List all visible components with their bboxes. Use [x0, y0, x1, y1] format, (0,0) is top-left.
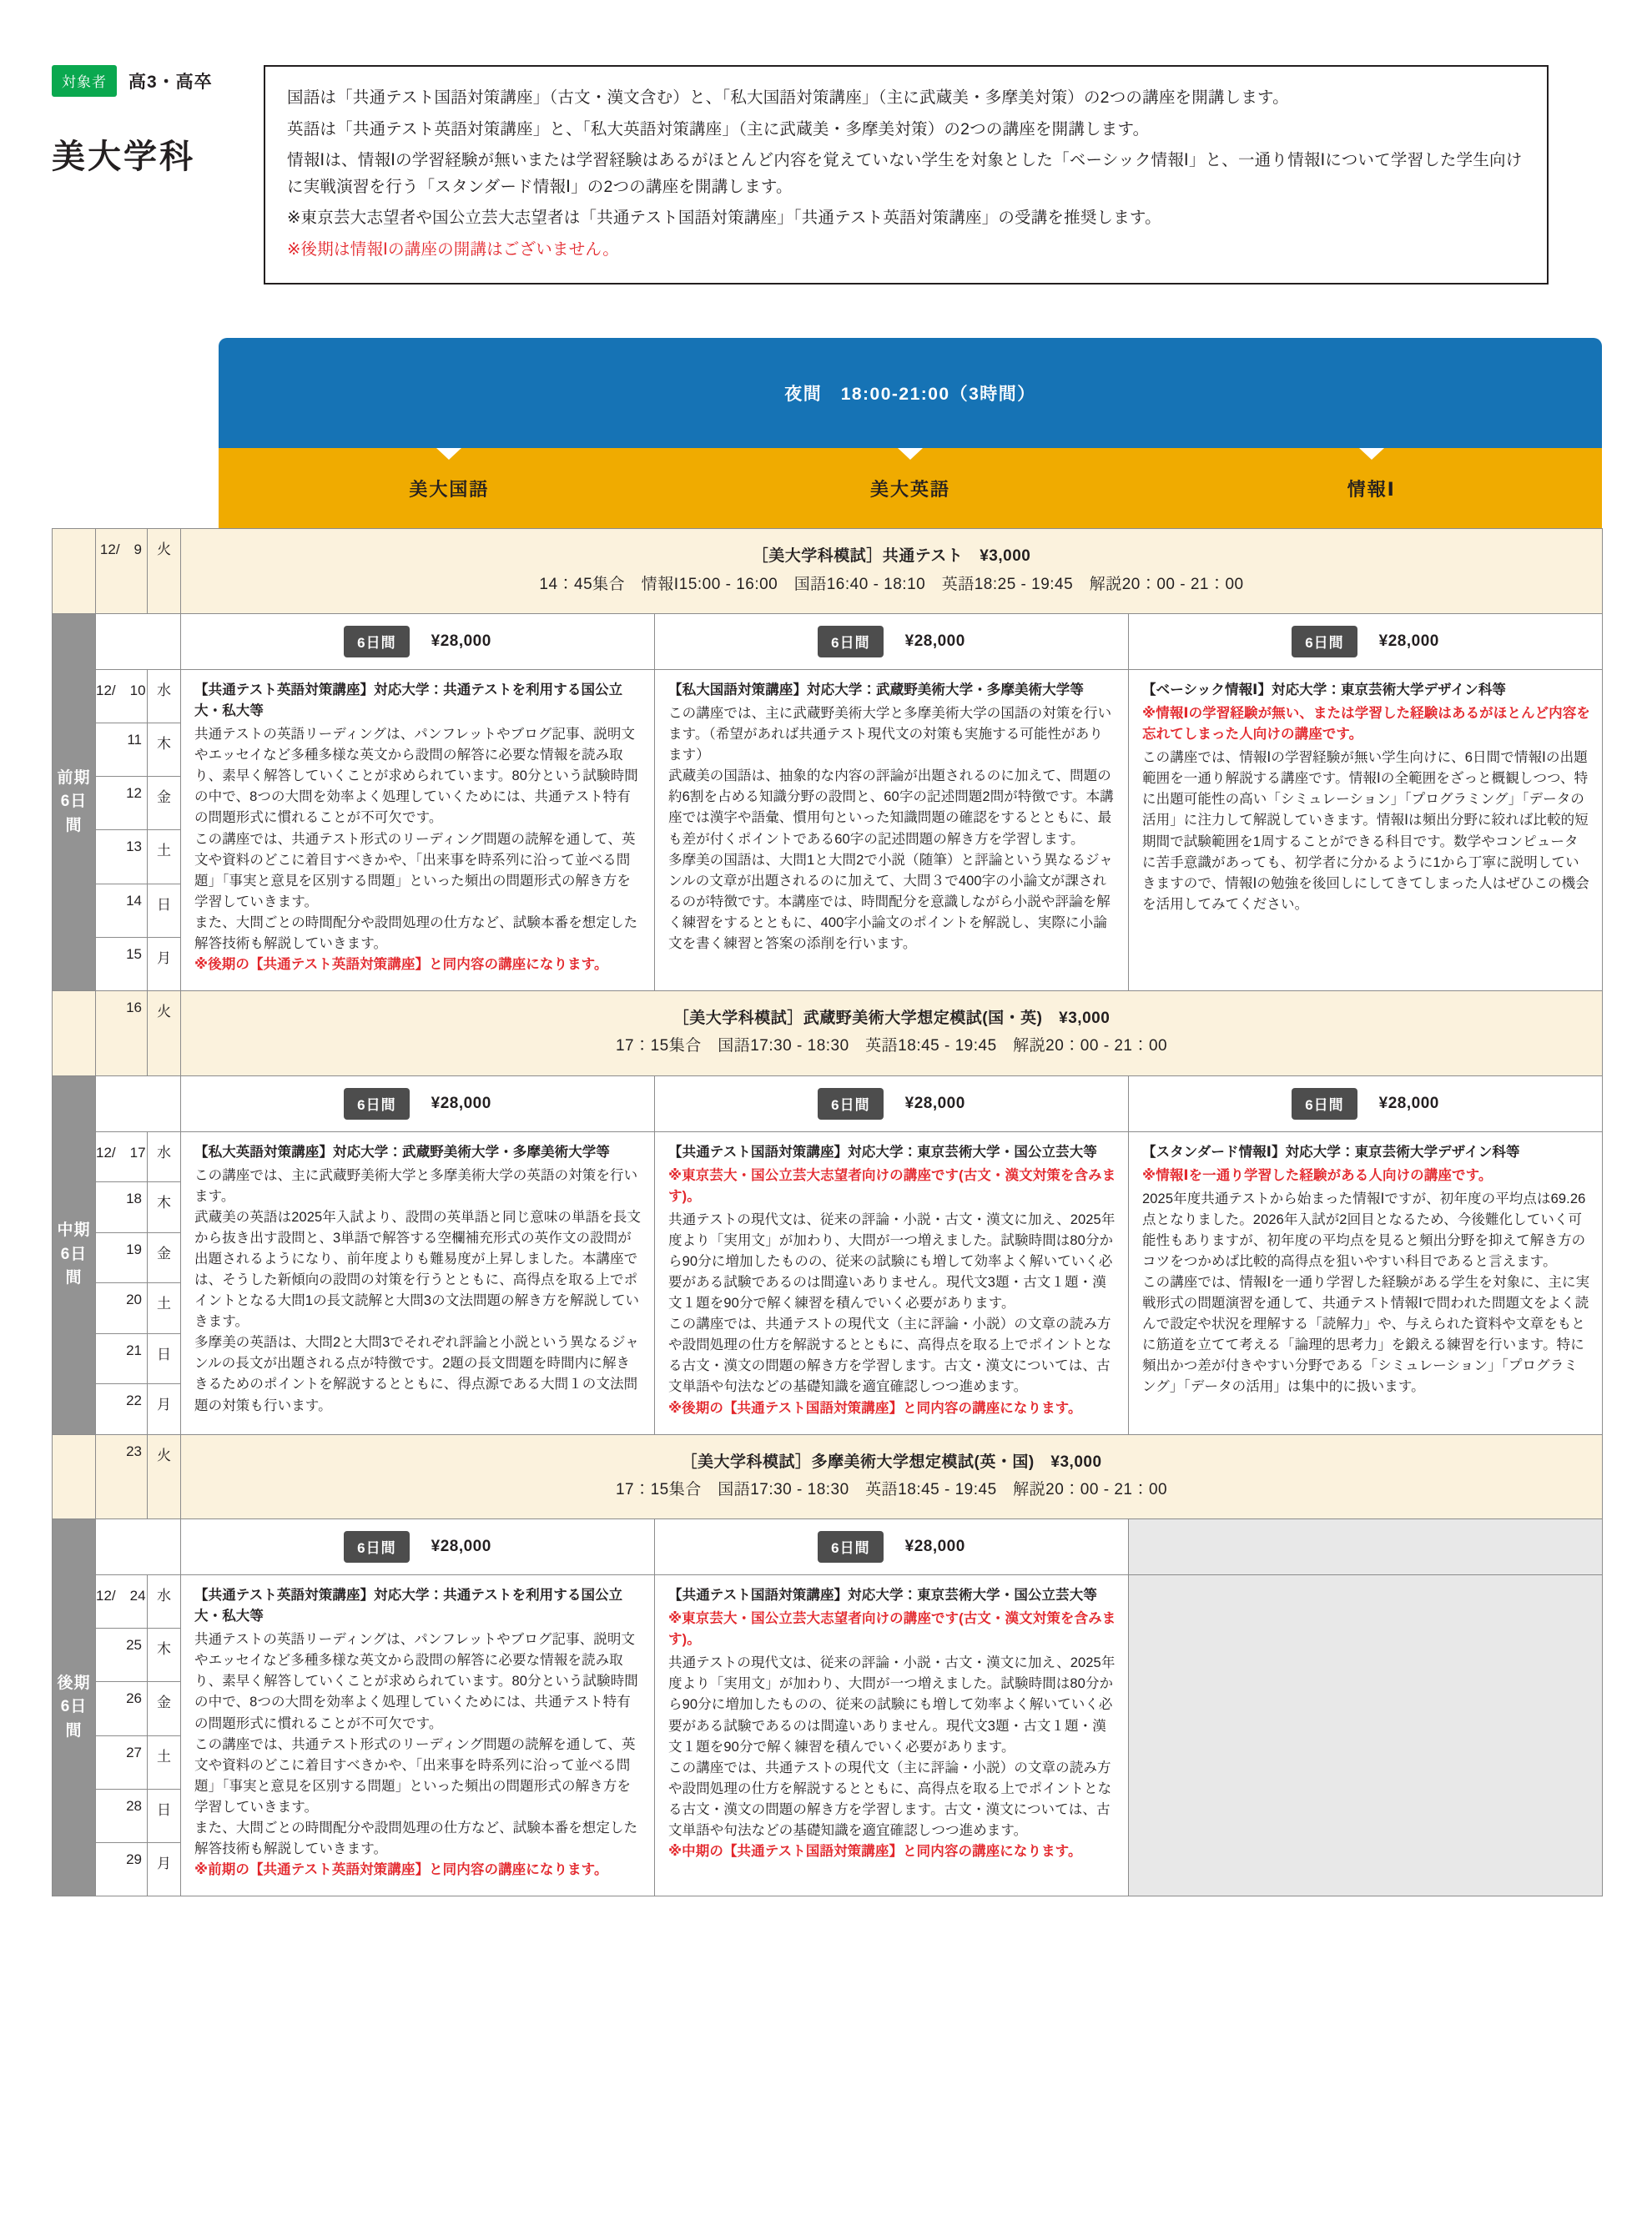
course-lead-red: ※東京芸大・国公立芸大志望者向けの講座です(古文・漢文対策を含みます)。	[668, 1611, 1116, 1648]
course-lead: 【ベーシック情報Ⅰ】対応大学：東京芸術大学デザイン科等	[1142, 682, 1507, 698]
date-label: 12/ 10	[96, 669, 148, 723]
exam-date: 16	[96, 991, 148, 1076]
day-label: 月	[148, 1384, 181, 1435]
notice-line: 国語は「共通テスト国語対策講座」（古文・漢文含む）と、「私大国語対策講座」（主に武蔵美・多摩美対策）の2つの講座を開講します。	[287, 88, 1289, 107]
course-desc-kokugo	[181, 1131, 655, 1434]
price-cell-eigo	[655, 1519, 1129, 1575]
price-cell-kokugo	[181, 1519, 655, 1575]
price-text: ¥28,000	[1378, 1094, 1439, 1112]
date-label: 12	[96, 777, 148, 830]
date-label: 28	[96, 1789, 148, 1842]
course-desc-eigo	[655, 669, 1129, 990]
course-note: ※前期の【共通テスト英語対策講座】と同内容の講座になります。	[194, 1862, 608, 1878]
day-label: 木	[148, 1629, 181, 1682]
price-spacer	[96, 1075, 181, 1131]
course-body: この講座では、情報Ⅰの学習経験が無い学生向けに、6日間で情報Ⅰの出題範囲を一通り解説する講座です。情報Ⅰの全範囲をざっと概観しつつ、特に出題可能性の高い「シミュレーション」「プログラミング」「データの活用」に注力して解説していきます。情報Ⅰは頻出分野に絞れば比較的短期間で試験範囲を1周することができる科目です。数学やコンピュータに苦手意識があっても、初学者に分かるように1から丁寧に説明していきますので、情報Ⅰの勉強を後回しにしてきてしまった人はぜひこの機会を活用してみてください。	[1142, 750, 1589, 912]
day-label: 水	[148, 1575, 181, 1629]
course-desc-eigo	[655, 1575, 1129, 1896]
day-label: 金	[148, 777, 181, 830]
days-badge: 6日間	[818, 1088, 883, 1120]
exam-detail-cell	[181, 529, 1603, 614]
price-spacer	[96, 613, 181, 669]
course-lead: 【共通テスト国語対策講座】対応大学：東京芸術大学・国公立芸大等	[668, 1144, 1097, 1160]
course-header-label: 美大国語	[409, 478, 490, 500]
course-header-label: 美大英語	[870, 478, 951, 500]
price-cell-kokugo	[181, 613, 655, 669]
day-label: 日	[148, 1333, 181, 1384]
days-badge: 6日間	[344, 626, 409, 657]
exam-date: 12/ 9	[96, 529, 148, 614]
price-text: ¥28,000	[904, 1094, 965, 1112]
course-body: 共通テストの英語リーディングは、パンフレットやブログ記事、説明文やエッセイなど多種多様な英文から設問の解答に必要な情報を読み取り、素早く解答していくことが求められています。80分という試験時間の中で、8つの大問を効率よく処理していくためには、共通テスト特有の問題形式に慣れることが不可欠です。 この講座では、共通テスト形式のリーディング問題の読解を通して、英文や資料のどこに着目すべきかや、「出来事を時系列に沿って並べる問題」「事実と意見を区別する問題」といった頻出の問題形式の解き方を学習していきます。 また、大問ごとの時間配分や設問処理の仕方など、試験本番を想定した解答技術も解説していきます。	[194, 727, 638, 951]
notch-shape	[436, 448, 461, 460]
date-label: 12/ 24	[96, 1575, 148, 1629]
days-badge: 6日間	[1292, 626, 1357, 657]
day-label: 月	[148, 937, 181, 990]
term-name: 後期	[57, 1674, 91, 1692]
price-row	[53, 613, 1603, 669]
time-band: 夜間 18:00-21:00（3時間）	[219, 338, 1602, 448]
notice-line: ※東京芸大志望者や国公立芸大志望者は「共通テスト国語対策講座」「共通テスト英語対策講座」の受講を推奨します。	[287, 209, 1161, 228]
course-body: 共通テストの現代文は、従来の評論・小説・古文・漢文に加え、2025年度より「実用文」が加わり、大問が一つ増えました。試験時間は80分から90分に増加したものの、従来の試験にも増して効率よく解いていく必要がある試験であるのは間違いありません。現代文3題・古文１題・漢文１題を90分で解く練習を積んでいく必要があります。 この講座では、共通テストの現代文（主に評論・小説）の文章の読み方や設問処理の仕方を解説するとともに、高得点を取る上でポイントとなる古文・漢文の問題の解き方を学習します。古文・漢文については、古文単語や句法などの基礎知識を適宜確認しつつ進めます。	[668, 1211, 1116, 1395]
price-text: ¥28,000	[1378, 632, 1439, 650]
term-label-mid	[53, 1075, 96, 1434]
term-days: 6日間	[60, 1245, 88, 1287]
course-desc-joho	[1129, 669, 1603, 990]
price-cell-kokugo	[181, 1075, 655, 1131]
price-text: ¥28,000	[431, 1094, 491, 1112]
course-header-label: 情報Ⅰ	[1347, 478, 1396, 500]
notch-shape	[898, 448, 923, 460]
exam-title: ［美大学科模試］共通テスト	[752, 547, 964, 566]
course-lead-red: ※情報Ⅰの学習経験が無い、または学習した経験はあるがほとんど内容を忘れてしまった人向けの講座です。	[1142, 706, 1590, 743]
days-badge: 6日間	[1292, 1088, 1357, 1120]
days-badge: 6日間	[818, 1531, 883, 1563]
term-label-late	[53, 1519, 96, 1896]
course-header-eigo	[680, 448, 1141, 528]
price-row	[53, 1519, 1603, 1575]
exam-schedule: 17：15集合 国語17:30 - 18:30 英語18:45 - 19:45 解説20：00 - 21：00	[615, 1480, 1168, 1498]
notice-line-red: ※後期は情報Ⅰの講座の開講はございません。	[287, 239, 619, 259]
day-label: 土	[148, 1735, 181, 1789]
date-label: 19	[96, 1232, 148, 1283]
table-row	[53, 1575, 1603, 1629]
course-desc-kokugo	[181, 669, 655, 990]
course-desc-kokugo	[181, 1575, 655, 1896]
notice-line: 情報Ⅰは、情報Ⅰの学習経験が無いまたは学習経験はあるがほとんど内容を覚えていない学生を対象とした「ベーシック情報Ⅰ」と、一通り情報Ⅰについて学習した学生向けに実戦演習を行う「スタンダード情報Ⅰ」の2つの講座を開講します。	[287, 151, 1523, 196]
exam-schedule: 17：15集合 国語17:30 - 18:30 英語18:45 - 19:45 解説20：00 - 21：00	[615, 1037, 1168, 1055]
price-text: ¥28,000	[904, 632, 965, 650]
exam-row	[53, 991, 1603, 1076]
term-days: 6日間	[60, 793, 88, 834]
exam-schedule: 14：45集合 情報Ⅰ15:00 - 16:00 国語16:40 - 18:10 英語18:25 - 19:45 解説20：00 - 21：00	[539, 575, 1244, 593]
course-lead: 【共通テスト英語対策講座】対応大学：共通テストを利用する国公立大・私大等	[194, 1588, 623, 1624]
price-row	[53, 1075, 1603, 1131]
day-label: 土	[148, 1283, 181, 1334]
target-row	[52, 65, 250, 97]
date-label: 15	[96, 937, 148, 990]
course-body: この講座では、主に武蔵野美術大学と多摩美術大学の国語の対策を行います。（希望があれば共通テスト現代文の対策も実施する可能性があります） 武蔵美の国語は、抽象的な内容の評論が出題されるのに加えて、問題の約6割を占める知識分野の設問と、60字の記述問題2問が特徴です。本講座では漢字や語彙、慣用句といった知識問題の確認をするとともに、最も差が付くポイントである60字の記述問題の解き方を学習します。 多摩美の国語は、大問1と大問2で小説（随筆）と評論という異なるジャンルの文章が出題されるのに加えて、大問３で400字の小論文が課されるのが特徴です。本講座では、時間配分を意識しながら小説や評論を解く練習をするとともに、400字小論文のポイントを解説し、実際に小論文を書く練習と答案の添削を行います。	[668, 706, 1114, 951]
day-label: 水	[148, 1131, 181, 1182]
day-label: 水	[148, 669, 181, 723]
exam-price: ¥3,000	[1059, 1010, 1111, 1028]
price-cell-eigo	[655, 613, 1129, 669]
date-label: 18	[96, 1182, 148, 1233]
course-lead: 【共通テスト英語対策講座】対応大学：共通テストを利用する国公立大・私大等	[194, 682, 623, 719]
date-label: 21	[96, 1333, 148, 1384]
course-lead: 【私大英語対策講座】対応大学：武蔵野美術大学・多摩美術大学等	[194, 1144, 610, 1160]
course-desc-joho	[1129, 1131, 1603, 1434]
course-note: ※後期の【共通テスト英語対策講座】と同内容の講座になります。	[194, 956, 608, 972]
days-badge: 6日間	[818, 626, 883, 657]
notice-box	[264, 65, 1549, 285]
exam-title: ［美大学科模試］武蔵野美術大学想定模試(国・英)	[672, 1010, 1043, 1028]
date-label: 29	[96, 1842, 148, 1896]
day-label: 土	[148, 830, 181, 884]
notch-shape	[1359, 448, 1384, 460]
price-cell-joho	[1129, 1075, 1603, 1131]
schedule-band	[219, 338, 1602, 528]
date-label: 22	[96, 1384, 148, 1435]
date-label: 27	[96, 1735, 148, 1789]
exam-row	[53, 1434, 1603, 1519]
price-cell-eigo	[655, 1075, 1129, 1131]
course-lead-red: ※情報Ⅰを一通り学習した経験がある人向けの講座です。	[1142, 1167, 1493, 1183]
course-lead: 【スタンダード情報Ⅰ】対応大学：東京芸術大学デザイン科等	[1142, 1144, 1520, 1160]
price-cell-joho-empty	[1129, 1519, 1603, 1575]
date-label: 20	[96, 1283, 148, 1334]
date-label: 12/ 17	[96, 1131, 148, 1182]
header-left	[0, 65, 250, 178]
day-label: 月	[148, 1842, 181, 1896]
term-name: 前期	[57, 768, 91, 787]
date-label: 14	[96, 884, 148, 937]
day-label: 木	[148, 1182, 181, 1233]
day-label: 金	[148, 1682, 181, 1735]
term-days: 6日間	[60, 1698, 88, 1740]
course-body: この講座では、主に武蔵野美術大学と多摩美術大学の英語の対策を行います。 武蔵美の英語は2025年入試より、設問の英単語と同じ意味の単語を長文から抜き出す設問と、3単語で解答する空欄補充形式の英作文の設問が出題されるようになり、前年度よりも難易度が上昇しました。本講座では、そうした新傾向の設問の対策を行うとともに、高得点を取る上でポイントとなる大問1の長文読解と大問3の文法問題の解き方を解説していきます。 多摩美の英語は、大問2と大問3でそれぞれ評論と小説という異なるジャンルの長文が出題される点が特徴です。2題の長文問題を時間内に解ききるためのポイントを解説するとともに、得点源である大問１の文法問題の対策も行います。	[194, 1167, 642, 1413]
target-text: 高3・高卒	[128, 73, 213, 92]
date-label: 13	[96, 830, 148, 884]
course-header-kokugo	[219, 448, 680, 528]
exam-day: 火	[148, 529, 181, 614]
schedule-table	[52, 528, 1603, 1896]
exam-price: ¥3,000	[980, 547, 1031, 566]
page-title: 美大学科	[52, 138, 195, 175]
exam-day: 火	[148, 991, 181, 1076]
term-name: 中期	[57, 1221, 91, 1240]
exam-price: ¥3,000	[1050, 1453, 1102, 1471]
price-spacer	[96, 1519, 181, 1575]
day-label: 日	[148, 1789, 181, 1842]
date-label: 26	[96, 1682, 148, 1735]
page-header	[0, 0, 1652, 285]
price-text: ¥28,000	[431, 1538, 491, 1556]
day-label: 金	[148, 1232, 181, 1283]
price-text: ¥28,000	[904, 1538, 965, 1556]
course-header-joho	[1141, 448, 1602, 528]
exam-detail-cell	[181, 991, 1603, 1076]
day-label: 木	[148, 723, 181, 777]
notice-line: 英語は「共通テスト英語対策講座」と、「私大英語対策講座」（主に武蔵美・多摩美対策）の2つの講座を開講します。	[287, 119, 1150, 138]
course-desc-joho-empty	[1129, 1575, 1603, 1896]
term-label-early	[53, 613, 96, 990]
exam-row	[53, 529, 1603, 614]
course-note: ※中期の【共通テスト国語対策講座】と同内容の講座になります。	[668, 1844, 1082, 1860]
exam-title: ［美大学科模試］多摩美術大学想定模試(英・国)	[681, 1453, 1035, 1471]
course-body: 共通テストの英語リーディングは、パンフレットやブログ記事、説明文やエッセイなど多種多様な英文から設問の解答に必要な情報を読み取り、素早く解答していくことが求められています。80分という試験時間の中で、8つの大問を効率よく処理していくためには、共通テスト特有の問題形式に慣れることが不可欠です。 この講座では、共通テスト形式のリーディング問題の読解を通して、英文や資料のどこに着目すべきかや、「出来事を時系列に沿って並べる問題」「事実と意見を区別する問題」といった頻出の問題形式の解き方を学習していきます。 また、大問ごとの時間配分や設問処理の仕方など、試験本番を想定した解答技術も解説していきます。	[194, 1632, 638, 1857]
price-text: ¥28,000	[431, 632, 491, 650]
date-label: 11	[96, 723, 148, 777]
course-body: 共通テストの現代文は、従来の評論・小説・古文・漢文に加え、2025年度より「実用文」が加わり、大問が一つ増えました。試験時間は80分から90分に増加したものの、従来の試験にも増して効率よく解いていく必要がある試験であるのは間違いありません。現代文3題・古文１題・漢文１題を90分で解く練習を積んでいく必要があります。 この講座では、共通テストの現代文（主に評論・小説）の文章の読み方や設問処理の仕方を解説するとともに、高得点を取る上でポイントとなる古文・漢文の問題の解き方を学習します。古文・漢文については、古文単語や句法などの基礎知識を適宜確認しつつ進めます。	[668, 1655, 1116, 1838]
course-lead: 【共通テスト国語対策講座】対応大学：東京芸術大学・国公立芸大等	[668, 1588, 1097, 1604]
course-lead: 【私大国語対策講座】対応大学：武蔵野美術大学・多摩美術大学等	[668, 682, 1084, 698]
course-desc-eigo	[655, 1131, 1129, 1434]
course-note: ※後期の【共通テスト国語対策講座】と同内容の講座になります。	[668, 1400, 1082, 1416]
target-badge: 対象者	[52, 65, 117, 97]
table-row	[53, 1131, 1603, 1182]
course-lead-red: ※東京芸大・国公立芸大志望者向けの講座です(古文・漢文対策を含みます)。	[668, 1167, 1116, 1204]
exam-date: 23	[96, 1434, 148, 1519]
day-label: 日	[148, 884, 181, 937]
exam-detail-cell	[181, 1434, 1603, 1519]
course-band	[219, 448, 1602, 528]
course-body: 2025年度共通テストから始まった情報Ⅰですが、初年度の平均点は69.26点となりました。2026年入試が2回目となるため、今後難化していく可能性もありますが、初年度の平均点を見ると頻出分野を抑えて解き方のコツをつかめば比較的高得点を狙いやすい科目であると言えます。 この講座では、情報Ⅰを一通り学習した経験がある学生を対象に、主に実戦形式の問題演習を通して、共通テスト情報Ⅰで問われた問題文をよく読んで設定や状況を理解する「読解力」や、与えられた資料や文章をもとに筋道を立てて考える「論理的思考力」を鍛える練習を行います。特に頻出かつ差が付きやすい分野である「シミュレーション」「プログラミング」「データの活用」は集中的に扱います。	[1142, 1191, 1590, 1395]
days-badge: 6日間	[344, 1088, 409, 1120]
date-label: 25	[96, 1629, 148, 1682]
table-row	[53, 669, 1603, 723]
exam-day: 火	[148, 1434, 181, 1519]
price-cell-joho	[1129, 613, 1603, 669]
days-badge: 6日間	[344, 1531, 409, 1563]
